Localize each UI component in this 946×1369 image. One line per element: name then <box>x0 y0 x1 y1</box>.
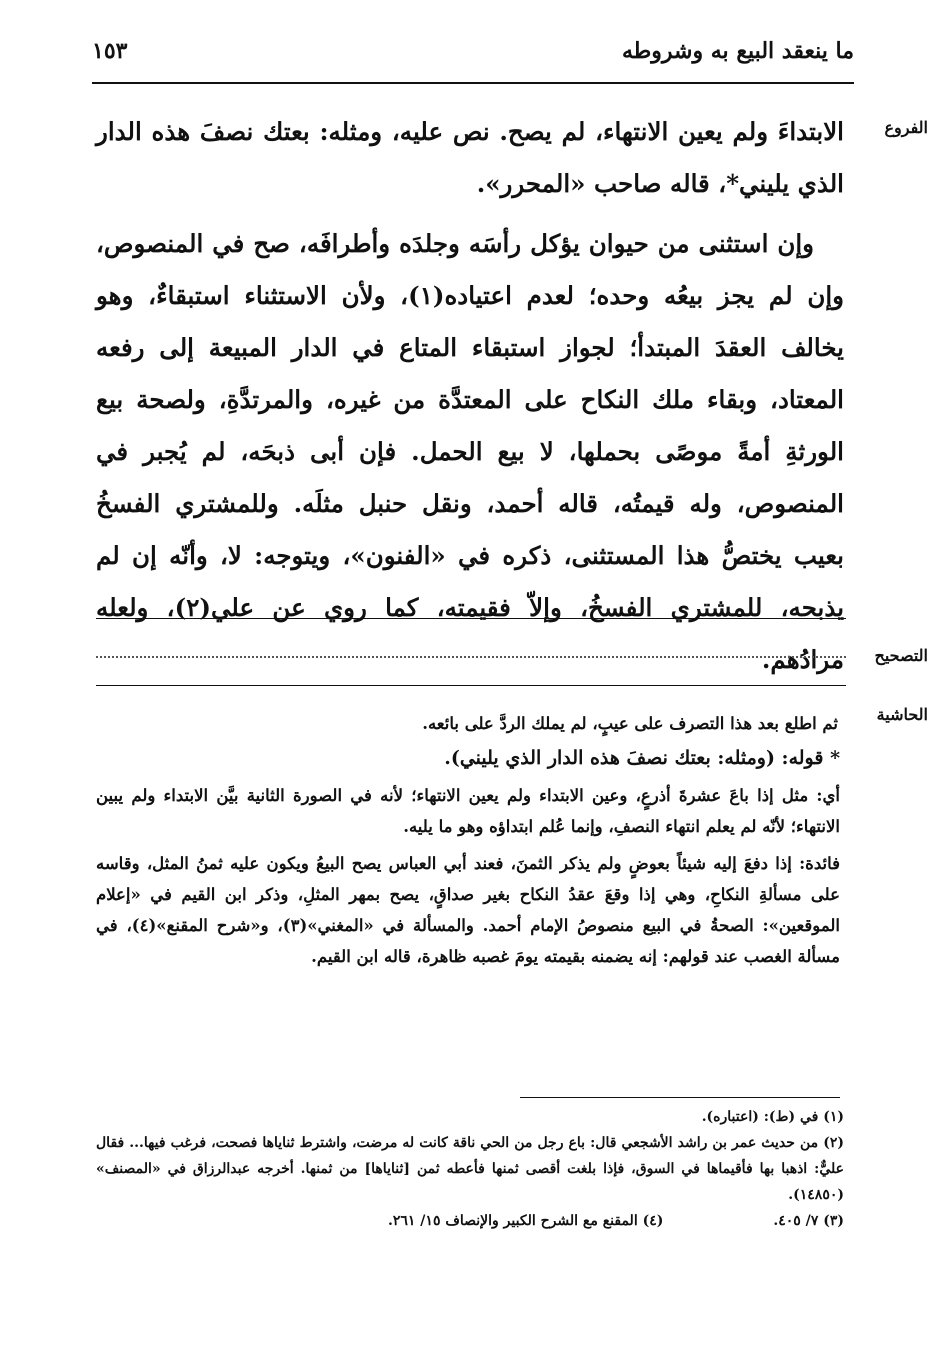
footnote-4: (٤) المقنع مع الشرح الكبير والإنصاف ١٥/ ٢٦١. <box>387 1213 664 1229</box>
footnote-1: (١) في (ط): (اعتباره). <box>701 1109 844 1125</box>
running-header-title: ما ينعقد البيع به وشروطه <box>621 38 854 64</box>
header-rule <box>92 82 854 84</box>
main-text-rule <box>96 618 846 619</box>
footnotes-last-line <box>96 1208 844 1234</box>
tashih-rule <box>96 685 846 686</box>
side-label-tashih: التصحيح <box>874 646 928 665</box>
footnote-rule <box>520 1097 840 1098</box>
main-paragraph-1: الابتداءَ ولم يعين الانتهاء، لم يصح. نص عليه، ومثله: بعتك نصفَ هذه الدار الذي يليني*، قاله صاحب «المحرر». <box>96 117 844 198</box>
side-label-hashiya: الحاشية <box>876 705 928 724</box>
footnotes <box>96 1104 844 1234</box>
footnote-3: (٣) ٧/ ٤٠٥. <box>773 1213 844 1229</box>
side-label-furu: الفروع <box>884 118 928 137</box>
hashiya-block <box>96 708 840 972</box>
main-paragraph-2: وإن استثنى من حيوان يؤكل رأسَه وجلدَه وأطرافَه، صح في المنصوص، وإن لم يجز بيعُه وحده؛ لعدم اعتياده(١)، ولأن الاستثناء استبقاءٌ، وهو يخالف العقدَ المبتدأ؛ لجواز استبقاء المتاع في الدار المبيعة إلى رفعه المعتاد، وبقاء ملك النكاح على المعتدَّة من غيره، والمرتدَّةِ، ولصحة بيع الورثةِ أمةً موصًى بحملها، لا بيع الحمل. فإن أبى ذبحَه، لم يُجبر في المنصوص، وله قيمتُه، قاله أحمد، ونقل حنبل مثلَه. وللمشتري الفسخُ بعيب يختصُّ هذا المستثنى، ذكره في «الفنون»، ويتوجه: لا، وأنّه إن لم يذبحه، للمشتري الفسخُ، وإلاّ فقيمته، كما روي عن علي(٢)، ولعله مرادُهم. <box>96 229 845 674</box>
tashih-dotted-line <box>96 656 846 658</box>
hashiya-line-1: ثم اطلع بعد هذا التصرف على عيبٍ، لم يملك الردَّ على بائعه. <box>422 714 838 733</box>
page-number: ١٥٣ <box>92 38 128 64</box>
hashiya-paragraph-ay: أي: مثل إذا باعَ عشرةَ أذرعٍ، وعين الابتداء ولم يعين الانتهاء؛ لأنه في الصورة الثانية بيَّن الابتداء ولم يبين الانتهاء؛ لأنّه لم يعلم انتهاء النصفِ، وإنما عُلم ابتداؤه وهو ما يليه. <box>96 786 840 836</box>
main-text <box>96 106 844 686</box>
hashiya-qawluh: * قوله: (ومثله: بعتك نصفَ هذه الدار الذي يليني). <box>444 747 840 769</box>
hashiya-paragraph-faida: فائدة: إذا دفعَ إليه شيئاً بعوضٍ ولم يذكر الثمنَ، فعند أبي العباس يصح البيعُ ويكون عليه ثمنُ المثل، وقاسه على مسألةِ النكاحِ، وهي إذا وقعَ عقدُ النكاح بغير صداقٍ، يصح بمهر المثلِ، وذكر ابن القيم في «إعلام الموقعين»: الصحةُ في البيع منصوصُ الإمام أحمد. والمسألة في «المغني»(٣)، و«شرح المقنع»(٤)، في مسألة الغصب عند قولهم: إنه يضمنه بقيمته يومَ غصبه ظاهرة، قاله ابن القيم. <box>96 854 840 966</box>
footnote-2: (٢) من حديث عمر بن راشد الأشجعي قال: باع رجل من الحي ناقة كانت له مرضت، واشترط ثناياها فصحت، فرغب فيها... فقال عليٌّ: اذهبا بها فأقيماها في السوق، فإذا بلغت أقصى ثمنها فأعطه ثمن [ثناياها] من ثمنها. أخرجه عبدالرزاق في «المصنف» (١٤٨٥٠). <box>96 1135 844 1203</box>
